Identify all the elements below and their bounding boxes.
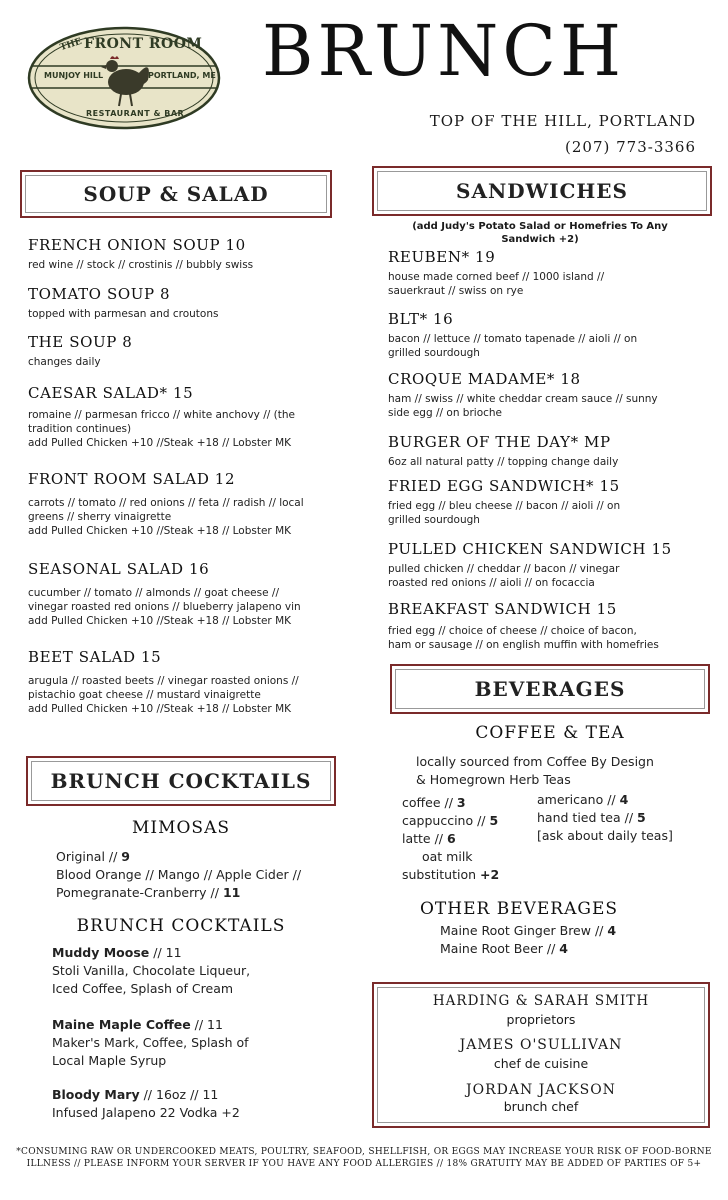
cocktail-name: Muddy Moose	[52, 945, 150, 960]
staff-entry	[374, 1082, 708, 1114]
item-desc: pistachio goat cheese // mustard vinaigrette	[28, 689, 261, 701]
coffee-list-right	[537, 791, 717, 845]
drink-line: Maine Root Beer // 4	[440, 941, 568, 956]
drink-line: americano // 4	[537, 792, 629, 807]
item-name: BLT* 16	[388, 310, 454, 328]
drink-line: coffee // 3	[402, 795, 466, 810]
staff-name: JORDAN JACKSON	[466, 1082, 616, 1098]
drink-line: hand tied tea // 5	[537, 810, 646, 825]
cocktail-price: // 11	[149, 945, 182, 960]
logo-bottom-text: RESTAURANT & BAR	[86, 109, 185, 118]
logo-name: FRONT ROOM	[84, 36, 203, 52]
other-beverages-heading: OTHER BEVERAGES	[420, 899, 619, 919]
item-desc: topped with parmesan and croutons	[28, 308, 219, 320]
staff-name: HARDING & SARAH SMITH	[432, 993, 650, 1009]
soup-salad-item	[28, 470, 348, 538]
item-desc: side egg // on brioche	[388, 407, 503, 419]
staff-name: JAMES O'SULLIVAN	[459, 1037, 623, 1053]
item-desc: sauerkraut // swiss on rye	[388, 285, 524, 297]
item-desc: add Pulled Chicken +10 //Steak +18 // Lobster MK	[28, 437, 292, 449]
item-name: FRONT ROOM SALAD 12	[28, 470, 236, 488]
soup-salad-title: SOUP & SALAD	[83, 182, 269, 206]
beverages-header	[390, 664, 710, 714]
item-desc: red wine // stock // crostinis // bubbly swiss	[28, 259, 254, 271]
item-desc: romaine // parmesan fricco // white anchovy // (the	[28, 409, 295, 421]
sandwich-item	[388, 248, 708, 298]
item-desc: 6oz all natural patty // topping change daily	[388, 456, 619, 468]
item-name: FRENCH ONION SOUP 10	[28, 236, 246, 254]
cocktail-name: Maine Maple Coffee	[52, 1017, 191, 1032]
item-desc: cucumber // tomato // almonds // goat cheese //	[28, 587, 279, 599]
item-desc: grilled sourdough	[388, 514, 480, 526]
cocktail-item	[52, 1016, 342, 1070]
cocktail-name: Bloody Mary	[52, 1087, 140, 1102]
item-desc: carrots // tomato // red onions // feta // radish // local	[28, 497, 304, 509]
cocktail-desc: Iced Coffee, Splash of Cream	[52, 981, 234, 996]
item-name: FRIED EGG SANDWICH* 15	[388, 477, 620, 495]
item-name: THE SOUP 8	[28, 333, 133, 351]
staff-entry	[374, 993, 708, 1027]
intro-line: & Homegrown Herb Teas	[416, 772, 571, 787]
item-desc: add Pulled Chicken +10 //Steak +18 // Lobster MK	[28, 615, 292, 627]
item-name: REUBEN* 19	[388, 248, 496, 266]
item-name: BREAKFAST SANDWICH 15	[388, 600, 617, 618]
soup-salad-item	[28, 333, 348, 369]
coffee-list-left	[402, 794, 542, 884]
drink-line: Blood Orange // Mango // Apple Cider //	[56, 867, 302, 882]
item-desc: pulled chicken // cheddar // bacon // vinegar	[388, 563, 620, 575]
drink-line: [ask about daily teas]	[537, 828, 673, 843]
item-desc: roasted red onions // aioli // on focaccia	[388, 577, 595, 589]
cocktails-title: BRUNCH COCKTAILS	[50, 769, 312, 793]
soup-salad-item	[28, 648, 348, 716]
soup-salad-item	[28, 236, 348, 272]
sandwiches-note	[380, 220, 700, 246]
logo-left-text: MUNJOY HILL	[44, 71, 104, 80]
logo-right-text: PORTLAND, ME	[148, 71, 216, 80]
item-name: PULLED CHICKEN SANDWICH 15	[388, 540, 672, 558]
restaurant-logo	[26, 26, 222, 130]
sandwich-item	[388, 433, 708, 469]
soup-salad-item	[28, 560, 348, 628]
item-desc: grilled sourdough	[388, 347, 480, 359]
item-desc: ham // swiss // white cheddar cream sauce // sunny	[388, 393, 658, 405]
sandwiches-title: SANDWICHES	[456, 179, 628, 203]
mimosas-heading: MIMOSAS	[131, 818, 231, 838]
soup-salad-item	[28, 384, 348, 450]
item-name: BEET SALAD 15	[28, 648, 162, 666]
mimosas-list	[56, 848, 346, 902]
item-desc: house made corned beef // 1000 island //	[388, 271, 605, 283]
cocktail-desc: Maker's Mark, Coffee, Splash of	[52, 1035, 249, 1050]
coffee-intro	[416, 753, 716, 789]
sandwich-item	[388, 370, 708, 420]
soup-salad-item	[28, 285, 348, 321]
item-name: BURGER OF THE DAY* MP	[388, 433, 611, 451]
sandwich-item	[388, 477, 708, 527]
staff-role: proprietors	[506, 1012, 576, 1027]
brunch-cocktails-heading: BRUNCH COCKTAILS	[76, 916, 286, 936]
item-name: CROQUE MADAME* 18	[388, 370, 581, 388]
page-title: BRUNCH	[262, 10, 625, 92]
cocktail-item	[52, 944, 342, 998]
cocktail-item	[52, 1086, 342, 1122]
item-desc: bacon // lettuce // tomato tapenade // aioli // on	[388, 333, 638, 345]
item-desc: greens // sherry vinaigrette	[28, 511, 172, 523]
item-desc: changes daily	[28, 356, 101, 368]
cocktail-desc: Stoli Vanilla, Chocolate Liqueur,	[52, 963, 251, 978]
coffee-tea-heading: COFFEE & TEA	[475, 723, 625, 743]
staff-role: chef de cuisine	[493, 1056, 589, 1071]
soup-salad-header	[20, 170, 332, 218]
sandwiches-header	[372, 166, 712, 216]
cocktails-header	[26, 756, 336, 806]
sandwich-item	[388, 310, 708, 360]
drink-line: Original // 9	[56, 849, 130, 864]
logo-the: THE	[58, 36, 84, 54]
cocktail-price: // 11	[190, 1017, 223, 1032]
item-desc: arugula // roasted beets // vinegar roasted onions //	[28, 675, 299, 687]
allergy-disclaimer: *CONSUMING RAW OR UNDERCOOKED MEATS, POULTRY, SEAFOOD, SHELLFISH, OR EGGS MAY INCREASE YOUR RISK OF FOOD-BORNE ILLNESS // PLEASE INFORM YOUR SERVER IF YOU HAVE ANY FOOD ALLERGIES // 18% GRATUITY MAY BE ADDED OF PARTIES OF 5+	[16, 1147, 712, 1169]
sandwich-item	[388, 540, 718, 590]
item-name: SEASONAL SALAD 16	[28, 560, 210, 578]
item-desc: tradition continues)	[28, 423, 132, 435]
intro-line: locally sourced from Coffee By Design	[416, 754, 654, 769]
item-desc: add Pulled Chicken +10 //Steak +18 // Lobster MK	[28, 703, 292, 715]
staff-box	[372, 982, 710, 1128]
location-text: TOP OF THE HILL, PORTLAND	[429, 112, 696, 130]
sandwich-item	[388, 600, 718, 652]
staff-entry	[374, 1037, 708, 1071]
item-desc: fried egg // bleu cheese // bacon // aioli // on	[388, 500, 621, 512]
item-desc: fried egg // choice of cheese // choice of bacon,	[388, 625, 637, 637]
cocktail-desc: Infused Jalapeno 22 Vodka +2	[52, 1105, 240, 1120]
drink-line: Pomegranate-Cranberry // 11	[56, 885, 241, 900]
beverages-title: BEVERAGES	[474, 677, 626, 701]
item-desc: vinegar roasted red onions // blueberry jalapeno vin	[28, 601, 301, 613]
drink-line: substitution +2	[402, 867, 500, 882]
drink-line: latte // 6	[402, 831, 456, 846]
note-line: Sandwich +2)	[501, 234, 579, 245]
item-name: CAESAR SALAD* 15	[28, 384, 194, 402]
drink-line: cappuccino // 5	[402, 813, 499, 828]
cocktail-price: // 16oz // 11	[139, 1087, 219, 1102]
drink-line: oat milk	[422, 849, 473, 864]
staff-role: brunch chef	[503, 1099, 579, 1114]
item-name: TOMATO SOUP 8	[28, 285, 171, 303]
note-line: (add Judy's Potato Salad or Homefries To Any	[412, 221, 668, 232]
other-beverages-list	[440, 922, 700, 958]
cocktail-desc: Local Maple Syrup	[52, 1053, 167, 1068]
item-desc: ham or sausage // on english muffin with homefries	[388, 639, 659, 651]
phone-number: (207) 773-3366	[565, 138, 696, 156]
drink-line: Maine Root Ginger Brew // 4	[440, 923, 617, 938]
item-desc: add Pulled Chicken +10 //Steak +18 // Lobster MK	[28, 525, 292, 537]
